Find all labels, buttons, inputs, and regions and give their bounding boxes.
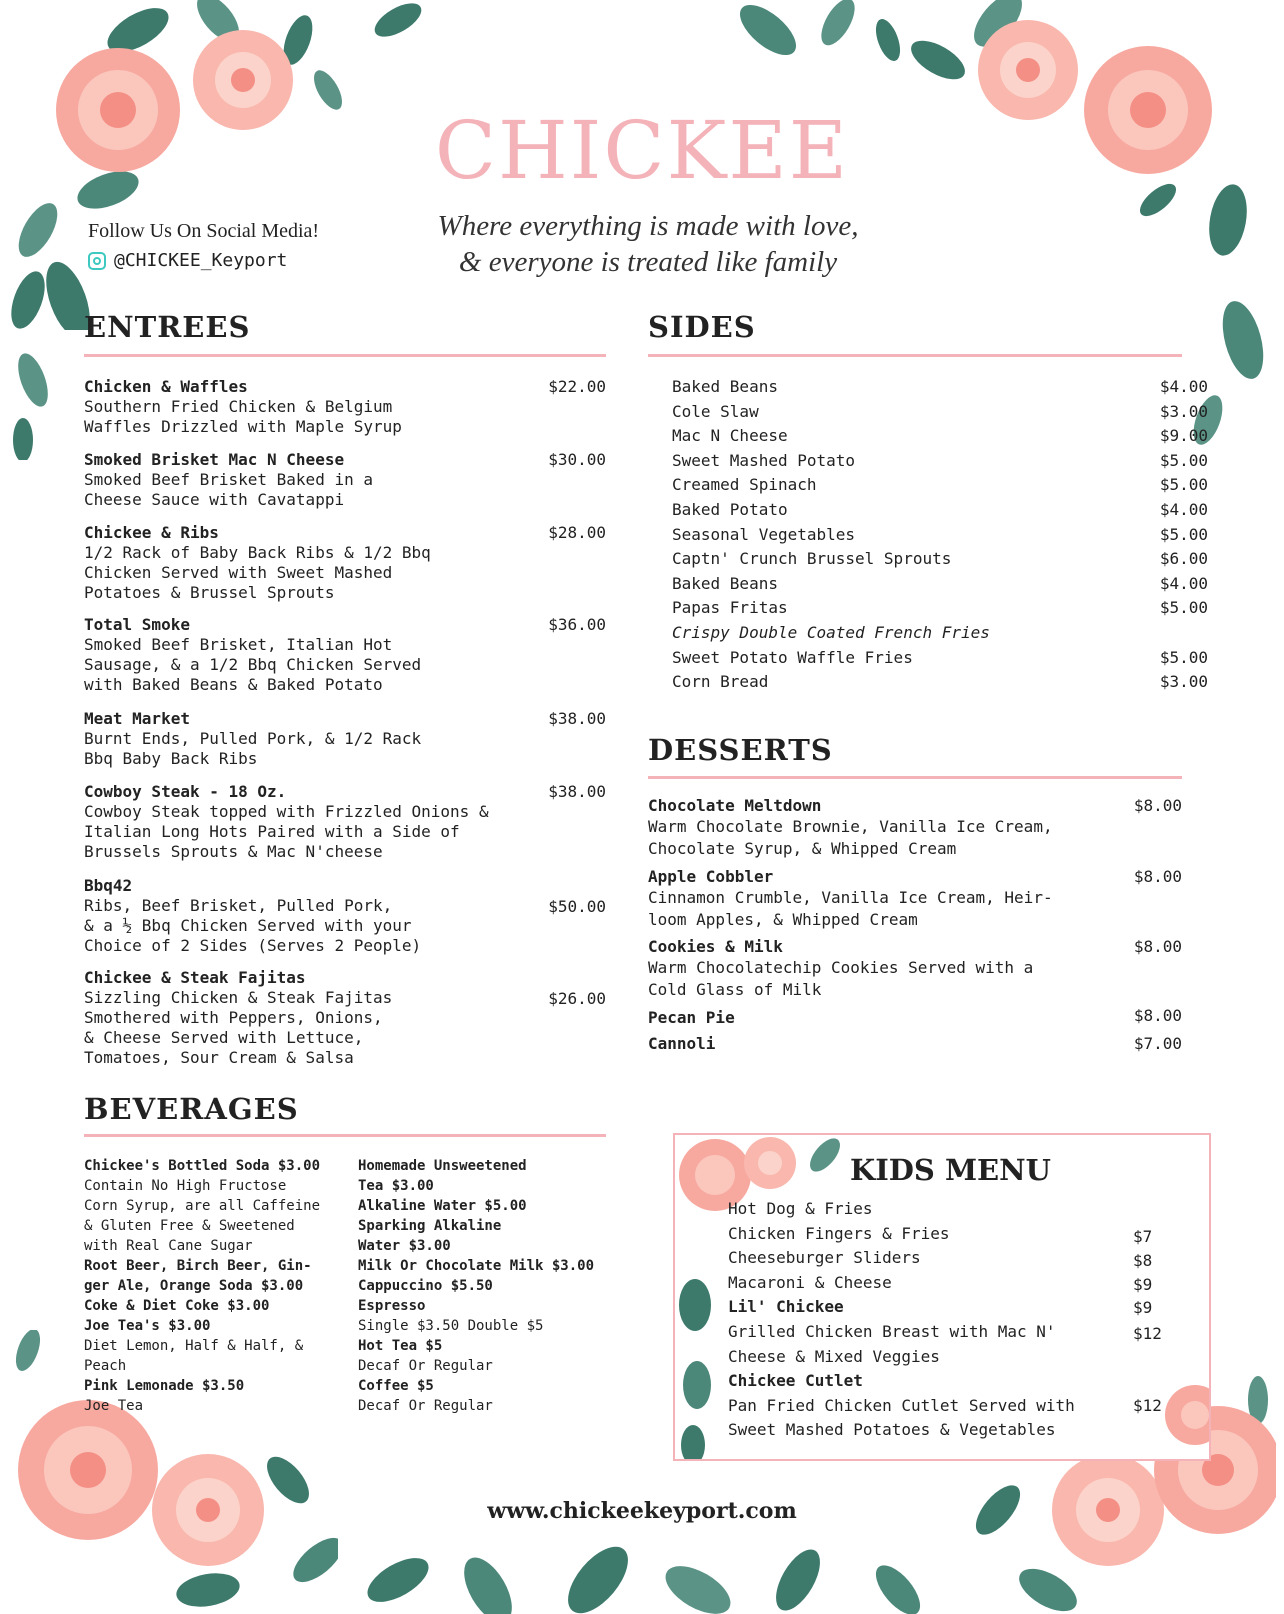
dessert-desc: Warm Chocolatechip Cookies Served with a Cold Glass of Milk — [648, 958, 1034, 999]
side-name: Creamed Spinach — [672, 475, 817, 495]
website-link[interactable]: www.chickeekeyport.com — [487, 1498, 797, 1524]
side-item — [672, 598, 1208, 622]
entrees-heading: ENTREES — [84, 310, 251, 344]
entree-price: $26.00 — [548, 989, 606, 1008]
entree-desc: Southern Fried Chicken & Belgium Waffles Drizzled with Maple Syrup — [84, 397, 402, 436]
entree-name: Chickee & Steak Fajitas — [84, 968, 306, 987]
side-name: Papas Fritas — [672, 598, 788, 618]
kids-item: Pan Fried Chicken Cutlet Served with — [728, 1395, 1075, 1415]
entree-desc: Cowboy Steak topped with Frizzled Onions & Italian Long Hots Paired with a Side of Brussels Sprouts & Mac N'cheese — [84, 802, 489, 861]
side-price: $4.00 — [1159, 500, 1208, 519]
beverage-item — [358, 1256, 628, 1276]
sides-divider — [648, 354, 1182, 357]
beverage-desc: Decaf Or Regular — [358, 1358, 493, 1374]
side-name: Seasonal Vegetables — [672, 524, 856, 544]
dessert-name: Cookies & Milk — [648, 937, 783, 956]
floral-border-left — [8, 260, 68, 460]
social-heading: Follow Us On Social Media! — [88, 220, 320, 242]
beverage-name: Homemade Unsweetened Tea $3.00 — [358, 1158, 527, 1194]
kids-item: Macaroni & Cheese — [728, 1272, 892, 1292]
beverages-divider — [84, 1134, 606, 1137]
dessert-price: $8.00 — [1133, 1006, 1182, 1025]
entree-name: Cowboy Steak - 18 Oz. — [84, 782, 287, 801]
beverages-column-1 — [84, 1156, 354, 1416]
social-handle: @CHICKEE_Keyport — [114, 250, 288, 271]
side-price: $4.00 — [1159, 573, 1208, 593]
side-item — [672, 525, 1208, 549]
dessert-price: $8.00 — [1133, 867, 1182, 886]
dessert-item — [648, 937, 1108, 1001]
kids-item: Chickee Cutlet — [728, 1371, 863, 1391]
tagline-line-1: Where everything is made with love, — [437, 210, 859, 242]
side-name: Sweet Mashed Potato — [672, 450, 856, 470]
kids-item: Lil' Chickee — [728, 1297, 844, 1317]
menu-page — [8, 0, 1276, 1614]
dessert-desc: Cinnamon Crumble, Vanilla Ice Cream, Heir- loom Apples, & Whipped Cream — [648, 888, 1053, 929]
side-item — [672, 574, 1208, 598]
kids-item: Hot Dog & Fries — [728, 1199, 873, 1218]
kids-price: $12 — [1133, 1324, 1162, 1343]
social-handle-link[interactable] — [88, 250, 287, 271]
entree-item — [84, 876, 534, 956]
beverage-item — [358, 1276, 628, 1296]
entree-item — [84, 968, 534, 1068]
side-price: $6.00 — [1159, 549, 1208, 569]
side-name: Baked Potato — [672, 500, 788, 519]
entree-price: $30.00 — [548, 450, 606, 469]
entree-price: $22.00 — [548, 377, 606, 396]
dessert-desc: Warm Chocolate Brownie, Vanilla Ice Cream, Chocolate Syrup, & Whipped Cream — [648, 817, 1053, 858]
entree-item — [84, 782, 544, 862]
side-price: $5.00 — [1159, 647, 1208, 667]
side-price: $4.00 — [1159, 377, 1208, 396]
entree-desc: Smoked Beef Brisket, Italian Hot Sausage, & a 1/2 Bbq Chicken Served with Baked Beans & Baked Potato — [84, 635, 422, 694]
dessert-item — [648, 796, 1108, 860]
entree-desc: Smoked Beef Brisket Baked in a Cheese Sauce with Cavatappi — [84, 470, 373, 509]
tagline-line-2: & everyone is treated like family — [458, 246, 838, 278]
entree-item — [84, 615, 534, 695]
side-name: Baked Beans — [672, 377, 778, 396]
entree-desc: Sizzling Chicken & Steak Fajitas Smothered with Peppers, Onions, & Cheese Served with Lettuce, Tomatoes, Sour Cream & Salsa — [84, 988, 393, 1067]
dessert-name: Apple Cobbler — [648, 867, 774, 886]
entree-name: Total Smoke — [84, 615, 190, 634]
entree-item — [84, 377, 534, 437]
kids-price: $9 — [1133, 1275, 1153, 1294]
side-name: Mac N Cheese — [672, 426, 788, 446]
beverage-name: Espresso — [358, 1298, 426, 1314]
kids-item: Cheeseburger Sliders — [728, 1248, 921, 1268]
side-name: Baked Beans — [672, 573, 778, 593]
beverage-item — [84, 1376, 354, 1416]
beverage-item — [358, 1216, 628, 1256]
beverage-item — [84, 1156, 354, 1256]
side-item — [672, 402, 1208, 426]
beverage-desc: Single $3.50 Double $5 — [358, 1318, 544, 1334]
side-price: $5.00 — [1159, 598, 1208, 618]
kids-item: Sweet Mashed Potatoes & Vegetables — [728, 1420, 1056, 1440]
beverages-column-2 — [358, 1156, 628, 1416]
beverages-heading: BEVERAGES — [84, 1092, 299, 1126]
side-name: Captn' Crunch Brussel Sprouts — [672, 549, 952, 569]
entree-name: Chicken & Waffles — [84, 377, 248, 396]
side-name: Sweet Potato Waffle Fries — [672, 647, 913, 667]
dessert-item — [648, 1008, 1108, 1028]
side-name: Crispy Double Coated French Fries — [672, 623, 990, 642]
side-name: Cole Slaw — [672, 401, 759, 421]
beverage-name: Hot Tea $5 — [358, 1338, 443, 1354]
entree-desc: Ribs, Beef Brisket, Pulled Pork, & a ½ Bbq Chicken Served with your Choice of 2 Sides (Serves 2 People) — [84, 896, 422, 955]
entree-price: $50.00 — [548, 897, 606, 916]
kids-menu-heading: KIDS MENU — [850, 1153, 1051, 1187]
entree-price: $28.00 — [548, 523, 606, 542]
dessert-name: Chocolate Meltdown — [648, 796, 822, 815]
side-price: $5.00 — [1159, 450, 1208, 470]
side-item — [672, 672, 1208, 696]
beverage-item — [84, 1256, 354, 1296]
entree-name: Bbq42 — [84, 876, 133, 895]
kids-item: Grilled Chicken Breast with Mac N' — [728, 1322, 1056, 1341]
dessert-item — [648, 867, 1108, 931]
side-item — [672, 500, 1208, 524]
beverage-item — [358, 1336, 628, 1376]
kids-price: $8 — [1133, 1251, 1153, 1270]
dessert-item — [648, 1034, 1108, 1054]
kids-menu-box — [673, 1133, 1211, 1461]
entree-item — [84, 523, 534, 603]
side-price: $5.00 — [1159, 524, 1208, 544]
dessert-price: $8.00 — [1133, 796, 1182, 815]
side-item — [672, 426, 1208, 450]
side-price: $3.00 — [1159, 672, 1208, 692]
side-price: $9.00 — [1159, 426, 1208, 446]
beverage-name: Root Beer, Birch Beer, Gin- ger Ale, Orange Soda $3.00 — [84, 1258, 312, 1294]
beverage-name: Coke & Diet Coke $3.00 — [84, 1298, 270, 1314]
kids-price: $12 — [1133, 1396, 1162, 1415]
floral-bottom-center — [338, 1520, 958, 1614]
restaurant-title: CHICKEE — [434, 104, 850, 197]
beverage-desc: Decaf Or Regular — [358, 1398, 493, 1414]
entree-name: Meat Market — [84, 709, 190, 728]
dessert-name: Pecan Pie — [648, 1008, 735, 1027]
beverage-item — [84, 1316, 354, 1376]
entree-price: $36.00 — [548, 615, 606, 634]
dessert-name: Cannoli — [648, 1034, 716, 1053]
entree-item — [84, 450, 534, 510]
floral-top-center — [368, 0, 908, 80]
tagline — [408, 208, 888, 280]
beverage-item — [358, 1376, 628, 1416]
beverage-name: Cappuccino $5.50 — [358, 1278, 493, 1294]
entree-name: Chickee & Ribs — [84, 523, 219, 542]
kids-item: Cheese & Mixed Veggies — [728, 1346, 940, 1366]
beverage-name: Chickee's Bottled Soda $3.00 — [84, 1158, 321, 1174]
kids-leaf-border — [675, 1265, 725, 1461]
desserts-divider — [648, 776, 1182, 779]
sides-heading: SIDES — [648, 310, 756, 344]
beverage-item — [358, 1156, 628, 1196]
dessert-price: $8.00 — [1133, 937, 1182, 956]
side-item — [672, 377, 1208, 401]
entree-item — [84, 709, 534, 769]
entree-price: $38.00 — [548, 782, 606, 801]
beverage-item — [84, 1296, 354, 1316]
entrees-divider — [84, 354, 606, 357]
side-item — [672, 623, 1208, 647]
beverage-item — [358, 1296, 628, 1336]
instagram-icon — [88, 252, 106, 270]
beverage-name: Sparking Alkaline Water $3.00 — [358, 1218, 502, 1254]
beverage-desc: Joe Tea — [84, 1398, 144, 1414]
side-item — [672, 648, 1208, 672]
beverage-name: Pink Lemonade $3.50 — [84, 1378, 245, 1394]
side-item — [672, 451, 1208, 475]
beverage-name: Coffee $5 — [358, 1378, 434, 1394]
beverage-name: Milk Or Chocolate Milk $3.00 — [358, 1258, 595, 1274]
beverage-desc: Diet Lemon, Half & Half, & Peach — [84, 1338, 304, 1374]
desserts-heading: DESSERTS — [648, 733, 833, 767]
kids-price: $9 — [1133, 1298, 1153, 1317]
beverage-name: Alkaline Water $5.00 — [358, 1198, 527, 1214]
entree-name: Smoked Brisket Mac N Cheese — [84, 450, 345, 469]
beverage-desc: Contain No High Fructose Corn Syrup, are all Caffeine & Gluten Free & Sweetened with Real Cane Sugar — [84, 1178, 321, 1254]
side-item — [672, 549, 1208, 573]
side-price: $5.00 — [1159, 475, 1208, 495]
beverage-name: Joe Tea's $3.00 — [84, 1318, 211, 1334]
kids-price: $7 — [1133, 1227, 1153, 1246]
entree-desc: 1/2 Rack of Baby Back Ribs & 1/2 Bbq Chicken Served with Sweet Mashed Potatoes & Brussel Sprouts — [84, 543, 431, 602]
side-name: Corn Bread — [672, 672, 769, 692]
side-price: $3.00 — [1159, 401, 1208, 421]
kids-item: Chicken Fingers & Fries — [728, 1223, 950, 1243]
entree-desc: Burnt Ends, Pulled Pork, & 1/2 Rack Bbq Baby Back Ribs — [84, 729, 422, 768]
dessert-price: $7.00 — [1133, 1034, 1182, 1053]
entree-price: $38.00 — [548, 709, 606, 728]
side-item — [672, 475, 1208, 499]
beverage-item — [358, 1196, 628, 1216]
